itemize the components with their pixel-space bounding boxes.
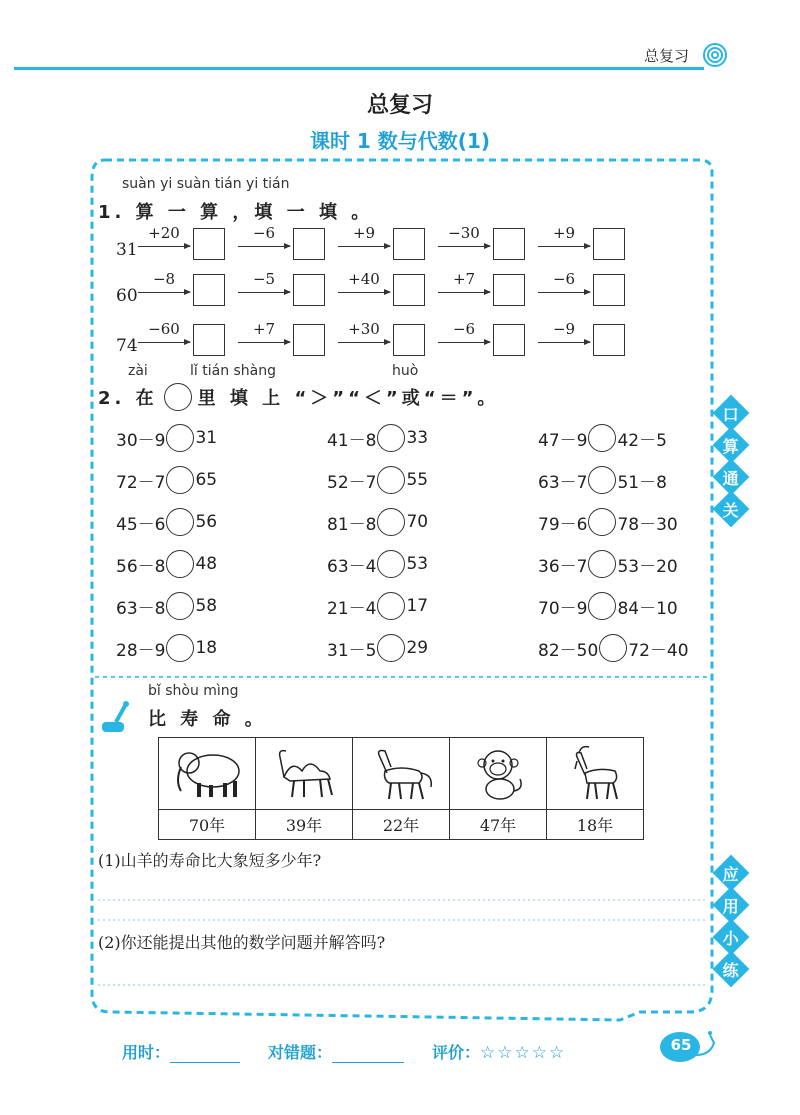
comparison-circle[interactable]: [588, 424, 616, 452]
answer-box[interactable]: [493, 274, 525, 306]
chain-arrow: [538, 342, 590, 343]
answer-box[interactable]: [193, 228, 225, 260]
comparison-item: [116, 549, 217, 579]
chain-operation-label: −6: [552, 270, 576, 288]
comparison-left: 56－8: [116, 556, 166, 577]
q1-pinyin: suàn yi suàn tián yi tián: [122, 176, 290, 192]
chain-arrow: [438, 342, 490, 343]
comparison-left: 63－7: [538, 472, 588, 493]
comparison-circle[interactable]: [166, 508, 194, 536]
comparison-item: [538, 591, 678, 621]
comparison-circle[interactable]: [588, 508, 616, 536]
comparison-left: 30－9: [116, 430, 166, 451]
comparison-item: [116, 633, 217, 663]
q3-subquestion-2: (2)你还能提出其他的数学问题并解答吗?: [98, 933, 386, 952]
answer-box[interactable]: [493, 228, 525, 260]
comparison-left: 70－9: [538, 598, 588, 619]
horse-icon: [361, 741, 441, 803]
q2-pinyin-huo: huò: [392, 363, 419, 379]
comparison-item: [116, 507, 217, 537]
comparison-right: 48: [195, 554, 218, 574]
chain-arrow: [138, 246, 190, 247]
chain-arrow: [338, 246, 390, 247]
comparison-right: 42－5: [617, 430, 667, 451]
elephant-cell: [159, 738, 256, 810]
time-label: 用时：: [122, 1043, 171, 1062]
q3-subquestion-1: (1)山羊的寿命比大象短多少年?: [98, 851, 322, 870]
horse-cell: [353, 738, 450, 810]
chain-start-number: 31: [116, 240, 138, 260]
answer-box[interactable]: [393, 228, 425, 260]
year-cell: 47年: [450, 810, 547, 840]
comparison-item: [116, 465, 217, 495]
lifespan-row: [159, 810, 644, 840]
animal-pictures-row: [159, 738, 644, 810]
chain-operation-label: −6: [452, 320, 476, 338]
q2-title-pre: 2. 在: [98, 388, 158, 409]
answer-box[interactable]: [593, 274, 625, 306]
comparison-circle[interactable]: [599, 634, 627, 662]
comparison-left: 63－4: [327, 556, 377, 577]
comparison-right: 17: [406, 596, 429, 616]
monkey-icon: [458, 741, 538, 803]
comparison-circle[interactable]: [588, 466, 616, 494]
comparison-right: 55: [406, 470, 429, 490]
chain-arrow: [238, 246, 290, 247]
comparison-right: 31: [195, 428, 218, 448]
chain-operation-label: −30: [448, 224, 480, 242]
q2-pinyin-zai: zài: [128, 363, 148, 379]
q3-pinyin: bǐ shòu mìng: [148, 683, 239, 699]
comparison-right: 72－40: [628, 640, 689, 661]
chain-arrow: [338, 292, 390, 293]
answer-box[interactable]: [293, 324, 325, 356]
side-tag-char: 应: [722, 864, 740, 884]
comparison-item: [538, 507, 678, 537]
goat-icon: [555, 741, 635, 803]
comparison-left: 82－50: [538, 640, 599, 661]
comparison-left: 52－7: [327, 472, 377, 493]
q3-title: 比 寿 命 。: [148, 709, 267, 730]
camel-icon: [264, 741, 344, 803]
comparison-circle[interactable]: [166, 592, 194, 620]
comparison-circle[interactable]: [377, 508, 405, 536]
comparison-left: 47－9: [538, 430, 588, 451]
animal-lifespan-table: [158, 737, 644, 840]
comparison-item: [538, 423, 667, 453]
answer-box[interactable]: [393, 274, 425, 306]
footer-bar: [122, 1040, 566, 1063]
chain-arrow: [238, 292, 290, 293]
chain-operation-label: +9: [352, 224, 376, 242]
comparison-circle[interactable]: [377, 466, 405, 494]
comparison-item: [538, 549, 678, 579]
q2-title: [98, 383, 499, 411]
year-cell: 22年: [353, 810, 450, 840]
comparison-circle[interactable]: [166, 466, 194, 494]
comparison-item: [327, 633, 428, 663]
chain-start-number: 74: [116, 336, 138, 356]
errors-blank[interactable]: [332, 1062, 404, 1063]
comparison-item: [327, 507, 428, 537]
comparison-item: [538, 633, 689, 663]
comparison-left: 63－8: [116, 598, 166, 619]
comparison-left: 36－7: [538, 556, 588, 577]
comparison-left: 21－4: [327, 598, 377, 619]
comparison-item: [327, 549, 428, 579]
q2-title-post: 里 填 上 “＞”“＜”或“＝”。: [197, 388, 500, 409]
chain-arrow: [338, 342, 390, 343]
comparison-left: 79－6: [538, 514, 588, 535]
answer-box[interactable]: [193, 274, 225, 306]
comparison-left: 41－8: [327, 430, 377, 451]
answer-box[interactable]: [593, 324, 625, 356]
comparison-item: [538, 465, 667, 495]
side-tag-char: 关: [722, 500, 740, 520]
chain-operation-label: +7: [452, 270, 476, 288]
answer-box[interactable]: [493, 324, 525, 356]
side-tag-char: 小: [722, 928, 740, 948]
chain-operation-label: −5: [252, 270, 276, 288]
side-tag-char: 口: [722, 404, 740, 424]
year-cell: 39年: [256, 810, 353, 840]
comparison-item: [327, 423, 428, 453]
comparison-circle[interactable]: [166, 634, 194, 662]
q2-title-circle: [164, 383, 192, 411]
comparison-right: 84－10: [617, 598, 678, 619]
rating-stars[interactable]: ☆☆☆☆☆: [480, 1043, 567, 1063]
q2-pinyin-li: lǐ tián shàng: [190, 363, 277, 379]
comparison-left: 72－7: [116, 472, 166, 493]
page-number: 65: [670, 1036, 692, 1054]
comparison-item: [327, 591, 428, 621]
comparison-circle[interactable]: [377, 592, 405, 620]
comparison-right: 65: [195, 470, 218, 490]
side-tag-char: 用: [722, 896, 740, 916]
time-blank[interactable]: [170, 1062, 240, 1063]
chain-operation-label: −9: [552, 320, 576, 338]
comparison-left: 45－6: [116, 514, 166, 535]
header-section-label: 总复习: [644, 47, 690, 65]
chain-operation-label: +7: [252, 320, 276, 338]
chain-operation-label: +20: [148, 224, 180, 242]
comparison-circle[interactable]: [588, 550, 616, 578]
comparison-left: 31－5: [327, 640, 377, 661]
comparison-circle[interactable]: [377, 424, 405, 452]
comparison-right: 29: [406, 638, 429, 658]
comparison-item: [116, 423, 217, 453]
pencil-hand-icon: [98, 700, 134, 736]
lesson-title: 课时 1 数与代数(1): [309, 129, 491, 153]
comparison-right: 78－30: [617, 514, 678, 535]
comparison-right: 53: [406, 554, 429, 574]
chain-operation-label: −8: [152, 270, 176, 288]
chain-arrow: [438, 292, 490, 293]
comparison-right: 56: [195, 512, 218, 532]
comparison-circle[interactable]: [588, 592, 616, 620]
chain-arrow: [438, 246, 490, 247]
chain-operation-label: +40: [348, 270, 380, 288]
camel-cell: [256, 738, 353, 810]
answer-box[interactable]: [593, 228, 625, 260]
rating-label: 评价：: [432, 1043, 481, 1062]
errors-label: 对错题：: [268, 1043, 333, 1062]
side-tag-char: 算: [722, 436, 740, 456]
chain-operation-label: +30: [348, 320, 380, 338]
chain-operation-label: +9: [552, 224, 576, 242]
side-tag-char: 通: [722, 468, 740, 488]
chain-arrow: [538, 246, 590, 247]
answer-box[interactable]: [193, 324, 225, 356]
monkey-cell: [450, 738, 547, 810]
comparison-item: [116, 591, 217, 621]
comparison-circle[interactable]: [166, 424, 194, 452]
comparison-right: 51－8: [617, 472, 667, 493]
page-title: 总复习: [366, 93, 433, 118]
year-cell: 18年: [547, 810, 644, 840]
comparison-circle[interactable]: [377, 634, 405, 662]
year-cell: 70年: [159, 810, 256, 840]
comparison-right: 33: [406, 428, 429, 448]
side-tag-char: 练: [722, 960, 740, 980]
comparison-right: 70: [406, 512, 429, 532]
comparison-item: [327, 465, 428, 495]
chain-arrow: [538, 292, 590, 293]
chain-operation-label: −60: [148, 320, 180, 338]
comparison-left: 81－8: [327, 514, 377, 535]
answer-box[interactable]: [393, 324, 425, 356]
q1-title: 1. 算 一 算 ，填 一 填 。: [98, 202, 374, 223]
chain-arrow: [238, 342, 290, 343]
chain-start-number: 60: [116, 286, 138, 306]
answer-box[interactable]: [293, 228, 325, 260]
answer-box[interactable]: [293, 274, 325, 306]
chain-arrow: [138, 342, 190, 343]
comparison-right: 18: [195, 638, 218, 658]
comparison-left: 28－9: [116, 640, 166, 661]
comparison-right: 58: [195, 596, 218, 616]
comparison-circle[interactable]: [377, 550, 405, 578]
chain-operation-label: −6: [252, 224, 276, 242]
goat-cell: [547, 738, 644, 810]
elephant-icon: [167, 741, 247, 803]
comparison-right: 53－20: [617, 556, 678, 577]
chain-arrow: [138, 292, 190, 293]
comparison-circle[interactable]: [166, 550, 194, 578]
